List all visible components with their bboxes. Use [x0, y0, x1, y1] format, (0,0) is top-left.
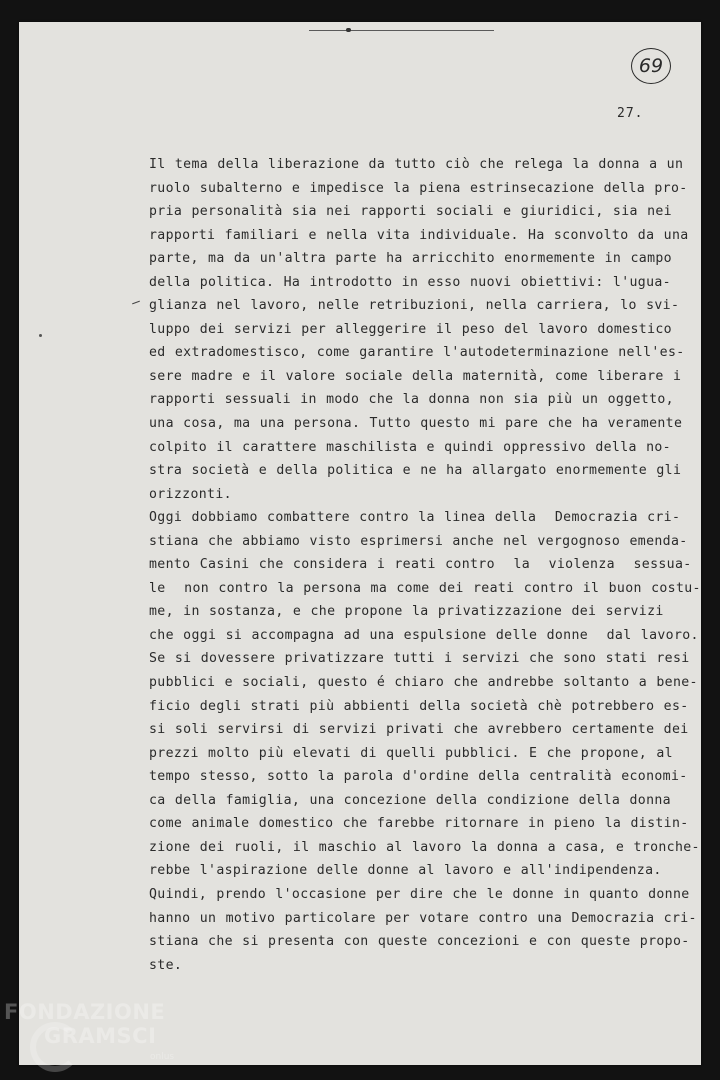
- text-line: ficio degli strati più abbienti della società chè potrebbero es-: [149, 698, 689, 714]
- text-line: glianza nel lavoro, nelle retribuzioni, nella carriera, lo svi-: [149, 298, 680, 314]
- text-line: ste.: [149, 957, 183, 973]
- text-line: Quindi, prendo l'occasione per dire che le donne in quanto donne: [149, 886, 690, 902]
- text-line: Se si dovessere privatizzare tutti i servizi che sono stati resi: [149, 651, 690, 667]
- watermark-suffix: onlus: [150, 1052, 175, 1062]
- text-line: hanno un motivo particolare per votare contro una Democrazia cri-: [149, 910, 697, 926]
- text-line: rapporti familiari e nella vita individuale. Ha sconvolto da una: [149, 227, 689, 243]
- text-line: rebbe l'aspirazione delle donne al lavoro e all'indipendenza.: [149, 863, 662, 879]
- body-text: [149, 153, 701, 977]
- top-mark: [346, 28, 351, 32]
- text-line: ed extradomestisco, come garantire l'autodeterminazione nell'es-: [149, 345, 685, 361]
- text-line: orizzonti.: [149, 486, 232, 502]
- margin-tick: [132, 301, 140, 305]
- text-line: rapporti sessuali in modo che la donna non sia più un oggetto,: [149, 392, 674, 408]
- text-line: stra società e della politica e ne ha allargato enormemente gli: [149, 463, 682, 479]
- text-line: le non contro la persona ma come dei reati contro il buon costu-: [149, 580, 701, 596]
- text-line: ruolo subalterno e impedisce la piena estrinsecazione della pro-: [149, 180, 688, 196]
- margin-mark: [39, 334, 42, 337]
- document-page: [19, 22, 701, 1065]
- watermark-line2: GRAMSCI: [44, 1024, 157, 1048]
- text-line: stiana che si presenta con queste concezioni e con queste propo-: [149, 934, 690, 950]
- text-line: sere madre e il valore sociale della maternità, come liberare i: [149, 368, 682, 384]
- watermark-logo: [4, 1000, 194, 1076]
- text-line: come animale domestico che farebbe ritornare in pieno la distin-: [149, 816, 689, 832]
- text-line: Oggi dobbiamo combattere contro la linea della Democrazia cri-: [149, 510, 681, 526]
- text-line: luppo dei servizi per alleggerire il peso del lavoro domestico: [149, 321, 672, 337]
- text-line: si soli servirsi di servizi privati che avrebbero certamente dei: [149, 722, 689, 738]
- text-line: tempo stesso, sotto la parola d'ordine della centralità economi-: [149, 769, 688, 785]
- page-number: 27.: [617, 106, 644, 121]
- text-line: pria personalità sia nei rapporti sociali e giuridici, sia nei: [149, 204, 672, 220]
- top-rule: [309, 30, 494, 31]
- text-line: stiana che abbiamo visto esprimersi anche nel vergognoso emenda-: [149, 533, 688, 549]
- watermark-line1: FONDAZIONE: [4, 1000, 166, 1024]
- text-line: ca della famiglia, una concezione della condizione della donna: [149, 792, 671, 808]
- text-line: mento Casini che considera i reati contro la violenza sessua-: [149, 557, 692, 573]
- text-line: che oggi si accompagna ad una espulsione delle donne dal lavoro.: [149, 627, 699, 643]
- text-line: della politica. Ha introdotto in esso nuovi obiettivi: l'ugua-: [149, 274, 671, 290]
- text-line: zione dei ruoli, il maschio al lavoro la donna a casa, e tronche-: [149, 839, 700, 855]
- text-line: prezzi molto più elevati di quelli pubblici. E che propone, al: [149, 745, 673, 761]
- text-line: una cosa, ma una persona. Tutto questo mi pare che ha veramente: [149, 416, 683, 432]
- text-line: me, in sostanza, e che propone la privatizzazione dei servizi: [149, 604, 664, 620]
- text-line: colpito il carattere maschilista e quindi oppressivo della no-: [149, 439, 671, 455]
- text-line: parte, ma da un'altra parte ha arricchito enormemente in campo: [149, 251, 672, 267]
- archive-number: 69: [631, 48, 671, 84]
- text-line: Il tema della liberazione da tutto ciò che relega la donna a un: [149, 157, 684, 172]
- text-line: pubblici e sociali, questo é chiaro che andrebbe soltanto a bene-: [149, 675, 698, 691]
